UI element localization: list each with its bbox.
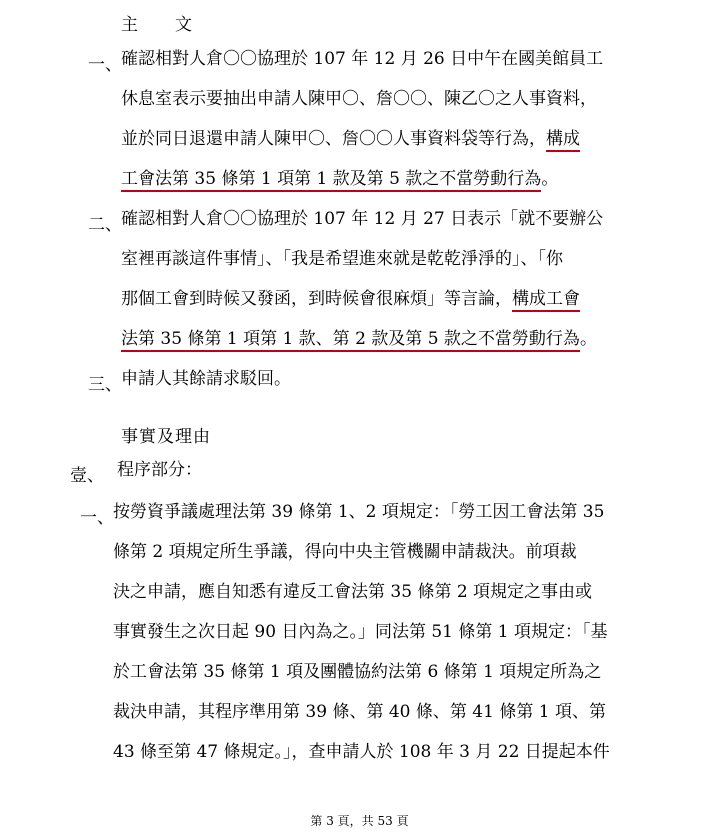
item-1-highlight-start: 構成 — [546, 129, 580, 152]
item-3-number: 三、 — [88, 375, 122, 395]
item-1-line-2: 休息室表示要抽出申請人陳甲〇、詹〇〇、陳乙〇之人事資料， — [121, 89, 597, 109]
section-title: 程序部分： — [117, 460, 202, 480]
item-1-line-1: 確認相對人倉〇〇協理於 107 年 12 月 26 日中午在國美館員工 — [121, 49, 604, 69]
procedure-line-2: 條第 2 項規定所生爭議，得向中央主管機關申請裁決。前項裁 — [113, 542, 577, 562]
procedure-line-4: 事實發生之次日起 90 日內為之。」同法第 51 條第 1 項規定：「基 — [113, 622, 608, 642]
main-heading: 主 文 — [121, 15, 193, 35]
section-number: 壹、 — [70, 466, 104, 486]
item-2-line-3 — [121, 288, 580, 310]
procedure-line-1: 按勞資爭議處理法第 39 條第 1、2 項規定：「勞工因工會法第 35 — [113, 502, 605, 522]
item-2-number: 二、 — [88, 215, 122, 235]
item-2-line-3-text: 那個工會到時候又發函，到時候會很麻煩」等言論， — [121, 289, 512, 309]
page-footer: 第 3 頁，共 53 頁 — [310, 814, 409, 828]
item-2-line-2: 室裡再談這件事情」、「我是希望進來就是乾乾淨淨的」、「你 — [121, 249, 563, 269]
item-1-line-4 — [121, 168, 558, 190]
procedure-line-6: 裁決申請，其程序準用第 39 條、第 40 條、第 41 條第 1 項、第 — [113, 702, 606, 722]
procedure-number: 一、 — [80, 508, 114, 528]
item-1-period: 。 — [541, 169, 559, 189]
item-1-line-3 — [121, 128, 580, 150]
item-3-line-1: 申請人其餘請求駁回。 — [121, 369, 291, 389]
item-2-line-1: 確認相對人倉〇〇協理於 107 年 12 月 27 日表示「就不要辦公 — [121, 209, 604, 229]
procedure-line-3: 決之申請，應自知悉有違反工會法第 35 條第 2 項規定之事由或 — [113, 582, 593, 602]
item-1-number: 一、 — [88, 55, 122, 75]
facts-heading: 事實及理由 — [121, 427, 211, 447]
procedure-line-7: 43 條至第 47 條規定。」，查申請人於 108 年 3 月 22 日提起本件 — [113, 742, 610, 762]
item-2-period: 。 — [579, 329, 597, 349]
item-2-line-4 — [121, 328, 597, 350]
item-1-highlight-end: 工會法第 35 條第 1 項第 1 款及第 5 款之不當勞動行為 — [121, 169, 541, 192]
item-1-line-3-text: 並於同日退還申請人陳甲〇、詹〇〇人事資料袋等行為， — [121, 129, 546, 149]
procedure-line-5: 於工會法第 35 條第 1 項及團體協約法第 6 條第 1 項規定所為之 — [113, 662, 602, 682]
item-2-highlight-end: 法第 35 條第 1 項第 1 款、第 2 款及第 5 款之不當勞動行為 — [121, 329, 580, 352]
item-2-highlight-start: 構成工會 — [512, 289, 580, 312]
